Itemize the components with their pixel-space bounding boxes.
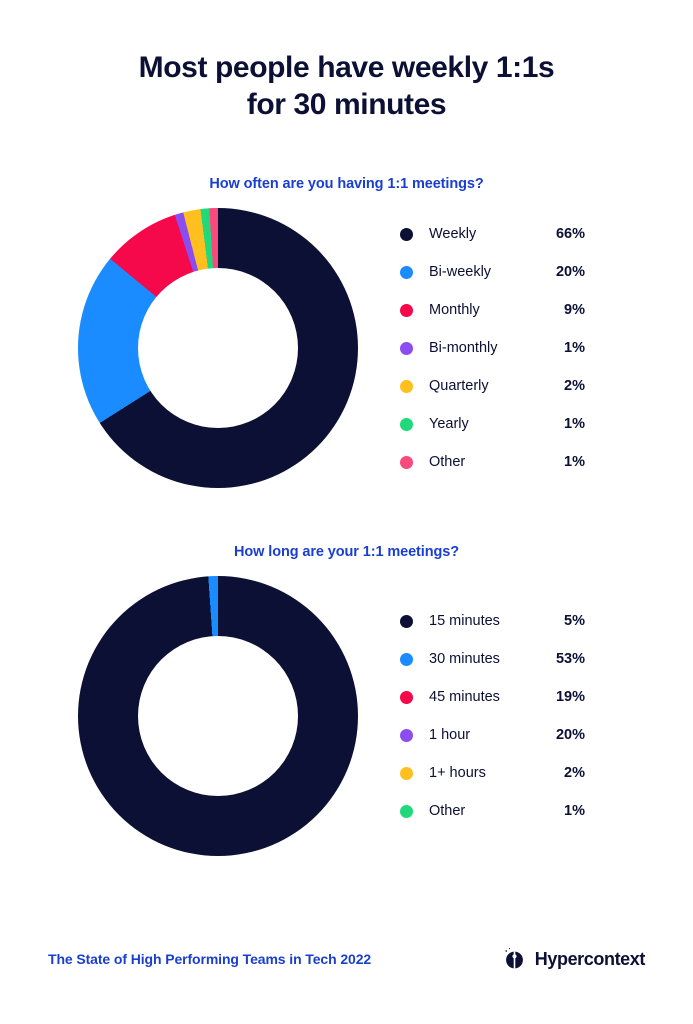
footer-report-title: The State of High Performing Teams in Tech 2022 (48, 951, 372, 967)
legend-value: 19% (555, 689, 585, 706)
legend-swatch-icon (400, 266, 413, 279)
legend-swatch-icon (400, 380, 413, 393)
legend-value: 2% (564, 765, 585, 782)
legend-label: Bi-weekly (429, 264, 492, 281)
legend-swatch-icon (400, 729, 413, 742)
legend-swatch-icon (400, 342, 413, 355)
brand-name: Hypercontext (534, 948, 645, 969)
legend-item (400, 640, 585, 678)
legend-label: Yearly (429, 416, 469, 433)
legend-value: 5% (564, 613, 585, 630)
legend-swatch-icon (400, 304, 413, 317)
legend-frequency (400, 215, 585, 481)
legend-value: 1% (564, 803, 585, 820)
legend-label: 1+ hours (429, 765, 486, 782)
legend-swatch-icon (400, 228, 413, 241)
legend-value: 20% (555, 727, 585, 744)
legend-item (400, 329, 585, 367)
legend-duration (400, 602, 585, 830)
legend-label: Monthly (429, 302, 480, 319)
legend-value: 1% (564, 454, 585, 471)
brand-lockup (501, 946, 645, 972)
legend-value: 1% (564, 416, 585, 433)
legend-item (400, 792, 585, 830)
legend-swatch-icon (400, 767, 413, 780)
legend-swatch-icon (400, 418, 413, 431)
donut-hole-frequency (138, 268, 298, 428)
legend-item (400, 443, 585, 481)
legend-item (400, 754, 585, 792)
legend-item (400, 367, 585, 405)
legend-item (400, 602, 585, 640)
legend-label: 15 minutes (429, 613, 500, 630)
legend-label: 45 minutes (429, 689, 500, 706)
chart-block-duration (0, 544, 693, 856)
chart-row-duration (0, 576, 693, 856)
legend-value: 1% (564, 340, 585, 357)
legend-value: 53% (555, 651, 585, 668)
legend-label: 30 minutes (429, 651, 500, 668)
legend-value: 2% (564, 378, 585, 395)
legend-label: Other (429, 454, 466, 471)
chart-title-frequency: How often are you having 1:1 meetings? (209, 176, 484, 193)
legend-value: 9% (564, 302, 585, 319)
legend-item (400, 678, 585, 716)
donut-chart-frequency (78, 208, 358, 488)
footer (0, 946, 693, 972)
hypercontext-logo-icon (501, 946, 527, 972)
legend-item (400, 716, 585, 754)
legend-label: Weekly (429, 226, 477, 243)
chart-block-frequency (0, 176, 693, 488)
legend-swatch-icon (400, 805, 413, 818)
legend-swatch-icon (400, 615, 413, 628)
legend-label: Quarterly (429, 378, 489, 395)
legend-swatch-icon (400, 653, 413, 666)
legend-item (400, 291, 585, 329)
legend-item (400, 405, 585, 443)
legend-value: 20% (555, 264, 585, 281)
legend-item (400, 215, 585, 253)
page-title-line-2: for 30 minutes (246, 87, 447, 121)
page-title (0, 0, 693, 123)
legend-value: 66% (555, 226, 585, 243)
legend-swatch-icon (400, 691, 413, 704)
chart-row-frequency (0, 208, 693, 488)
legend-item (400, 253, 585, 291)
legend-label: Other (429, 803, 466, 820)
donut-hole-duration (138, 636, 298, 796)
legend-label: Bi-monthly (429, 340, 498, 357)
chart-title-duration: How long are your 1:1 meetings? (234, 544, 459, 561)
donut-chart-duration (78, 576, 358, 856)
legend-label: 1 hour (429, 727, 471, 744)
page-title-line-1: Most people have weekly 1:1s (138, 51, 555, 84)
legend-swatch-icon (400, 456, 413, 469)
